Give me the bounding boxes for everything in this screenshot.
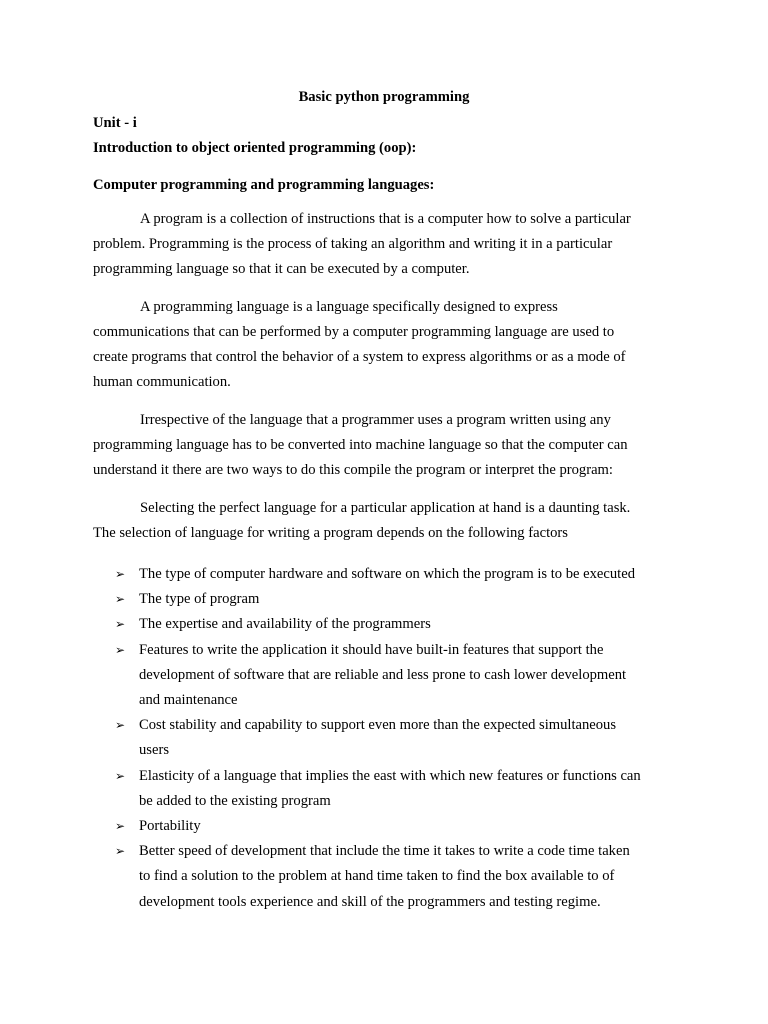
arrow-bullet-icon: ➢ [115,768,126,783]
list-item [93,638,693,714]
arrow-bullet-icon: ➢ [115,819,126,834]
paragraph-line: communications that can be performed by a computer programming language are used to [93,324,615,340]
list-item-text: development tools experience and skill of the programmers and testing regime. [139,893,601,910]
list-item-text: The expertise and availability of the programmers [139,616,431,633]
list-item [93,839,693,915]
unit-heading: Unit - i [93,115,137,131]
paragraph-line: problem. Programming is the process of taking an algorithm and writing it in a particular [93,236,613,252]
factors-list [93,562,693,915]
list-item-text: Portability [139,818,201,835]
paragraph-line: A programming language is a language specifically designed to express [140,299,558,315]
paragraph-4 [93,496,673,546]
list-item-text: and maintenance [139,692,238,709]
document-title: Basic python programming [298,89,470,105]
paragraph-line: create programs that control the behavior of a system to express algorithms or as a mode of [93,349,626,365]
list-item [93,587,693,612]
paragraph-2 [93,295,673,395]
list-item-text: The type of program [139,591,260,608]
paragraph-1 [93,207,673,282]
list-item-text: Elasticity of a language that implies the east with which new features or functions can [139,767,641,784]
arrow-bullet-icon: ➢ [115,617,126,632]
arrow-bullet-icon: ➢ [115,718,126,733]
paragraph-line: Irrespective of the language that a programmer uses a program written using any [140,412,611,428]
section-heading: Introduction to object oriented programming (oop): [93,140,417,156]
list-item-text: users [139,742,169,759]
list-item-text: development of software that are reliable and less prone to cash lower development [139,666,627,683]
list-item [93,764,693,814]
paragraph-line: programming language so that it can be executed by a computer. [93,261,470,277]
paragraph-line: A program is a collection of instructions that is a computer how to solve a particular [140,211,631,227]
list-item [93,612,693,637]
arrow-bullet-icon: ➢ [115,592,126,607]
list-item-text: The type of computer hardware and software on which the program is to be executed [139,566,636,582]
arrow-bullet-icon: ➢ [115,642,126,657]
paragraph-line: The selection of language for writing a program depends on the following factors [93,525,568,541]
subsection-heading: Computer programming and programming languages: [93,177,435,193]
paragraph-line: programming language has to be converted into machine language so that the computer can [93,437,628,453]
arrow-bullet-icon: ➢ [115,844,126,859]
list-item-text: be added to the existing program [139,792,331,809]
paragraph-line: human communication. [93,374,231,390]
paragraph-line: understand it there are two ways to do this compile the program or interpret the program: [93,462,613,478]
paragraph-3 [93,408,673,483]
paragraph-line: Selecting the perfect language for a particular application at hand is a daunting task. [140,500,631,516]
list-item-text: Better speed of development that include the time it takes to write a code time taken [139,843,630,860]
list-item [93,814,693,839]
list-item-text: Cost stability and capability to support even more than the expected simultaneous [139,717,617,734]
list-item [93,562,693,587]
arrow-bullet-icon: ➢ [115,567,126,581]
list-item [93,713,693,763]
list-item-text: Features to write the application it should have built-in features that support the [139,641,604,658]
list-item-text: to find a solution to the problem at hand time taken to find the box available to of [139,868,615,885]
